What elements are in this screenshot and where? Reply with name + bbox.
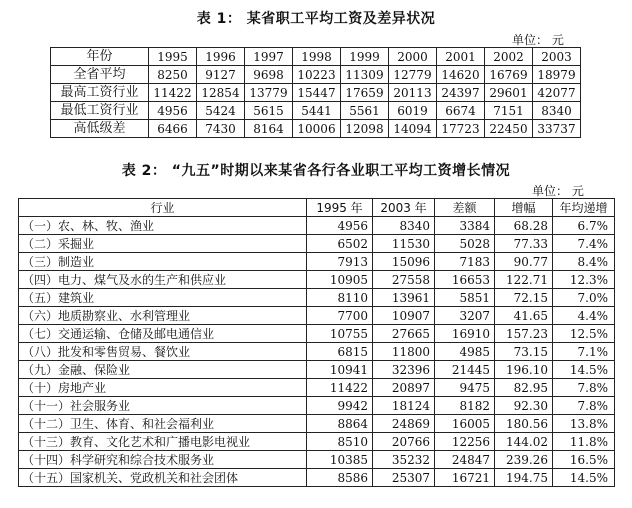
table2-cell: 14.5% bbox=[553, 361, 615, 379]
table2-cell: 9475 bbox=[435, 379, 495, 397]
table2-cell: 13.8% bbox=[553, 415, 615, 433]
table1-cell: 6019 bbox=[389, 102, 437, 120]
table2-cell: 16721 bbox=[435, 469, 495, 487]
table2-cell: 15096 bbox=[373, 253, 435, 271]
table2-cell: 8110 bbox=[307, 289, 373, 307]
table1-cell: 5615 bbox=[245, 102, 293, 120]
table2-cell: 6502 bbox=[307, 235, 373, 253]
table1-cell: 12098 bbox=[341, 120, 389, 138]
table2-cell: 82.95 bbox=[495, 379, 553, 397]
table1-unit: 单位： 元 bbox=[512, 33, 564, 47]
table2-header-cell: 差额 bbox=[435, 199, 495, 217]
table2-row bbox=[19, 307, 615, 325]
table2-cell: 7.1% bbox=[553, 343, 615, 361]
table1-cell: 5424 bbox=[197, 102, 245, 120]
table1-cell: 18979 bbox=[533, 66, 581, 84]
table2-cell: 11422 bbox=[307, 379, 373, 397]
table1-row bbox=[51, 102, 581, 120]
table1-row-label: 最低工资行业 bbox=[51, 102, 149, 120]
table2-cell: 3207 bbox=[435, 307, 495, 325]
table2-cell: 122.71 bbox=[495, 271, 553, 289]
table2-cell: 10385 bbox=[307, 451, 373, 469]
table1-cell: 4956 bbox=[149, 102, 197, 120]
table2-cell: 25307 bbox=[373, 469, 435, 487]
table2-unit: 单位： 元 bbox=[532, 184, 584, 198]
table1-title: 表 1： 某省职工平均工资及差异状况 bbox=[196, 11, 436, 27]
table2-cell: 8586 bbox=[307, 469, 373, 487]
table1-cell: 24397 bbox=[437, 84, 485, 102]
table2-cell: 10905 bbox=[307, 271, 373, 289]
table1-year-cell: 1998 bbox=[293, 48, 341, 66]
table1-cell: 8250 bbox=[149, 66, 197, 84]
table2-industry-cell: （一）农、林、牧、渔业 bbox=[19, 217, 307, 235]
table2-industry-cell: （八）批发和零售贸易、餐饮业 bbox=[19, 343, 307, 361]
table2-industry-cell: （十二）卫生、体育、和社会福利业 bbox=[19, 415, 307, 433]
table2-row bbox=[19, 379, 615, 397]
table1-year-cell: 1996 bbox=[197, 48, 245, 66]
table1-cell: 17723 bbox=[437, 120, 485, 138]
table2-cell: 20897 bbox=[373, 379, 435, 397]
table1-cell: 8340 bbox=[533, 102, 581, 120]
table1-year-cell: 2000 bbox=[389, 48, 437, 66]
table2-row bbox=[19, 271, 615, 289]
table2-cell: 9942 bbox=[307, 397, 373, 415]
table2-cell: 10907 bbox=[373, 307, 435, 325]
table1-cell: 20113 bbox=[389, 84, 437, 102]
table2-header-cell: 行业 bbox=[19, 199, 307, 217]
table1-cell: 11422 bbox=[149, 84, 197, 102]
table2-cell: 7700 bbox=[307, 307, 373, 325]
table2-cell: 12.3% bbox=[553, 271, 615, 289]
table2-industry-cell: （三）制造业 bbox=[19, 253, 307, 271]
table2-cell: 3384 bbox=[435, 217, 495, 235]
table1-cell: 11309 bbox=[341, 66, 389, 84]
table1-header-label: 年份 bbox=[51, 48, 149, 66]
table1-row-label: 全省平均 bbox=[51, 66, 149, 84]
table2-cell: 4.4% bbox=[553, 307, 615, 325]
table2-cell: 24869 bbox=[373, 415, 435, 433]
table2-industry-cell: （七）交通运输、仓储及邮电通信业 bbox=[19, 325, 307, 343]
table2-industry-cell: （十四）科学研究和综合技术服务业 bbox=[19, 451, 307, 469]
table2-cell: 16653 bbox=[435, 271, 495, 289]
table2-cell: 68.28 bbox=[495, 217, 553, 235]
table1-header-row bbox=[51, 48, 581, 66]
table2-cell: 8510 bbox=[307, 433, 373, 451]
table2-row bbox=[19, 451, 615, 469]
table2-cell: 5851 bbox=[435, 289, 495, 307]
table2-cell: 7.8% bbox=[553, 397, 615, 415]
table2-cell: 11530 bbox=[373, 235, 435, 253]
table2-row bbox=[19, 217, 615, 235]
table2-cell: 8864 bbox=[307, 415, 373, 433]
table1 bbox=[50, 47, 581, 138]
table2-title: 表 2： “九五”时期以来某省各行各业职工平均工资增长情况 bbox=[121, 163, 511, 179]
table2-row bbox=[19, 343, 615, 361]
table1-row bbox=[51, 66, 581, 84]
table2-cell: 4985 bbox=[435, 343, 495, 361]
table2-header-cell: 1995 年 bbox=[307, 199, 373, 217]
table1-cell: 12779 bbox=[389, 66, 437, 84]
table2-industry-cell: （十）房地产业 bbox=[19, 379, 307, 397]
table1-row bbox=[51, 84, 581, 102]
table2-row bbox=[19, 325, 615, 343]
table2-row bbox=[19, 235, 615, 253]
table2-cell: 72.15 bbox=[495, 289, 553, 307]
table1-cell: 5441 bbox=[293, 102, 341, 120]
table1-cell: 9127 bbox=[197, 66, 245, 84]
table1-cell: 22450 bbox=[485, 120, 533, 138]
table2-industry-cell: （五）建筑业 bbox=[19, 289, 307, 307]
table1-cell: 14620 bbox=[437, 66, 485, 84]
table1-cell: 13779 bbox=[245, 84, 293, 102]
table2-cell: 21445 bbox=[435, 361, 495, 379]
table2-cell: 5028 bbox=[435, 235, 495, 253]
table2-header-cell: 年均递增 bbox=[553, 199, 615, 217]
table2-cell: 180.56 bbox=[495, 415, 553, 433]
table1-row-label: 最高工资行业 bbox=[51, 84, 149, 102]
table1-row bbox=[51, 120, 581, 138]
table2-cell: 10755 bbox=[307, 325, 373, 343]
table2-cell: 8.4% bbox=[553, 253, 615, 271]
table2-cell: 196.10 bbox=[495, 361, 553, 379]
table2-cell: 144.02 bbox=[495, 433, 553, 451]
table1-cell: 10006 bbox=[293, 120, 341, 138]
table2-header-cell: 增幅 bbox=[495, 199, 553, 217]
table2-cell: 73.15 bbox=[495, 343, 553, 361]
table1-cell: 7430 bbox=[197, 120, 245, 138]
table2-cell: 18124 bbox=[373, 397, 435, 415]
table2 bbox=[18, 198, 615, 487]
table2-cell: 41.65 bbox=[495, 307, 553, 325]
table2-cell: 11800 bbox=[373, 343, 435, 361]
table2-cell: 90.77 bbox=[495, 253, 553, 271]
table2-cell: 7.0% bbox=[553, 289, 615, 307]
table2-row bbox=[19, 397, 615, 415]
table1-cell: 12854 bbox=[197, 84, 245, 102]
table1-row-label: 高低级差 bbox=[51, 120, 149, 138]
table2-industry-cell: （二）采掘业 bbox=[19, 235, 307, 253]
table2-cell: 27665 bbox=[373, 325, 435, 343]
table2-cell: 13961 bbox=[373, 289, 435, 307]
table2-cell: 7183 bbox=[435, 253, 495, 271]
table1-year-cell: 2002 bbox=[485, 48, 533, 66]
table1-cell: 17659 bbox=[341, 84, 389, 102]
table1-cell: 42077 bbox=[533, 84, 581, 102]
table2-cell: 12.5% bbox=[553, 325, 615, 343]
table2-cell: 11.8% bbox=[553, 433, 615, 451]
table2-cell: 16005 bbox=[435, 415, 495, 433]
table2-cell: 239.26 bbox=[495, 451, 553, 469]
table2-cell: 14.5% bbox=[553, 469, 615, 487]
table2-row bbox=[19, 289, 615, 307]
table1-year-cell: 2001 bbox=[437, 48, 485, 66]
table2-cell: 6815 bbox=[307, 343, 373, 361]
table2-cell: 35232 bbox=[373, 451, 435, 469]
table2-row bbox=[19, 433, 615, 451]
table1-cell: 33737 bbox=[533, 120, 581, 138]
table1-cell: 5561 bbox=[341, 102, 389, 120]
table1-cell: 9698 bbox=[245, 66, 293, 84]
table2-industry-cell: （十一）社会服务业 bbox=[19, 397, 307, 415]
table1-year-cell: 1999 bbox=[341, 48, 389, 66]
table1-cell: 6466 bbox=[149, 120, 197, 138]
table2-cell: 157.23 bbox=[495, 325, 553, 343]
table2-cell: 12256 bbox=[435, 433, 495, 451]
table2-cell: 10941 bbox=[307, 361, 373, 379]
table2-cell: 92.30 bbox=[495, 397, 553, 415]
table2-industry-cell: （十三）教育、文化艺术和广播电影电视业 bbox=[19, 433, 307, 451]
table1-year-cell: 1995 bbox=[149, 48, 197, 66]
table1-year-cell: 1997 bbox=[245, 48, 293, 66]
table1-cell: 8164 bbox=[245, 120, 293, 138]
table2-cell: 16.5% bbox=[553, 451, 615, 469]
table1-cell: 16769 bbox=[485, 66, 533, 84]
table1-cell: 6674 bbox=[437, 102, 485, 120]
table2-row bbox=[19, 415, 615, 433]
table2-cell: 32396 bbox=[373, 361, 435, 379]
table1-cell: 14094 bbox=[389, 120, 437, 138]
table2-industry-cell: （九）金融、保险业 bbox=[19, 361, 307, 379]
table1-year-cell: 2003 bbox=[533, 48, 581, 66]
table2-header-row bbox=[19, 199, 615, 217]
table2-cell: 194.75 bbox=[495, 469, 553, 487]
table2-cell: 4956 bbox=[307, 217, 373, 235]
table2-cell: 8340 bbox=[373, 217, 435, 235]
table2-industry-cell: （四）电力、煤气及水的生产和供应业 bbox=[19, 271, 307, 289]
table2-cell: 6.7% bbox=[553, 217, 615, 235]
table2-cell: 27558 bbox=[373, 271, 435, 289]
table2-cell: 24847 bbox=[435, 451, 495, 469]
table2-row bbox=[19, 253, 615, 271]
table2-cell: 16910 bbox=[435, 325, 495, 343]
table1-cell: 7151 bbox=[485, 102, 533, 120]
table2-cell: 7913 bbox=[307, 253, 373, 271]
table2-cell: 20766 bbox=[373, 433, 435, 451]
table2-row bbox=[19, 361, 615, 379]
table2-cell: 77.33 bbox=[495, 235, 553, 253]
table2-cell: 7.8% bbox=[553, 379, 615, 397]
table1-cell: 10223 bbox=[293, 66, 341, 84]
table1-cell: 15447 bbox=[293, 84, 341, 102]
table2-industry-cell: （十五）国家机关、党政机关和社会团体 bbox=[19, 469, 307, 487]
table1-cell: 29601 bbox=[485, 84, 533, 102]
table2-cell: 8182 bbox=[435, 397, 495, 415]
table2-industry-cell: （六）地质勘察业、水利管理业 bbox=[19, 307, 307, 325]
table2-row bbox=[19, 469, 615, 487]
table2-header-cell: 2003 年 bbox=[373, 199, 435, 217]
table2-cell: 7.4% bbox=[553, 235, 615, 253]
